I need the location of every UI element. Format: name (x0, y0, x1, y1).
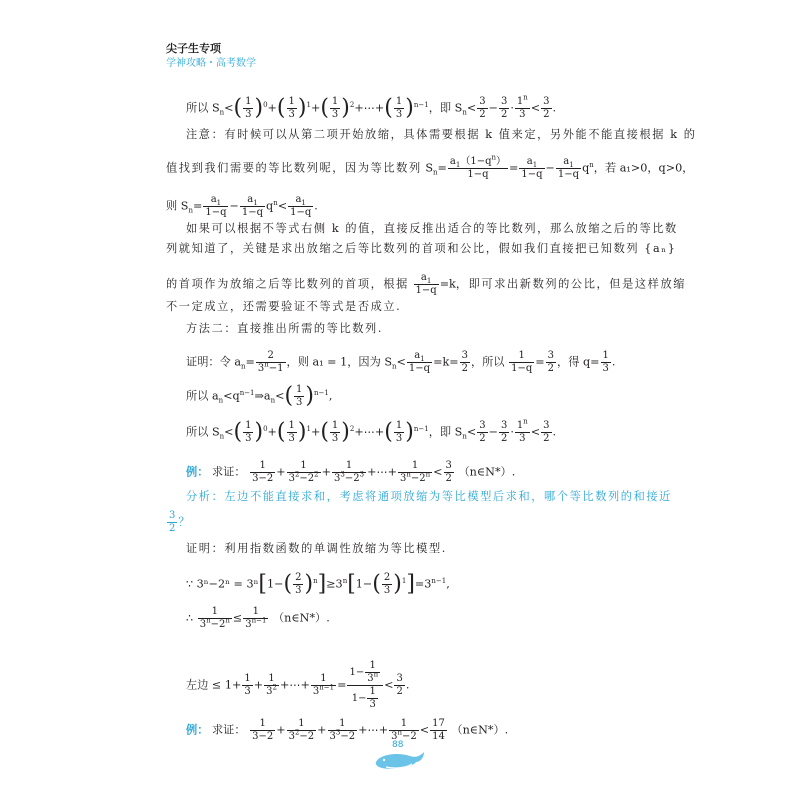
proof-line-1: 证明：令 $a_n=$ $\frac{2}{3^n-1}$ ，则 a₁ = 1，因为 $S_n<$ $\frac{a_1}{1-q}$ =k= $\frac{3}{2}$ ，所以 $\frac{1}{1-q}$ = $\frac{3}{2}$ ，得 q= $\frac{1}{3}$ . (186, 350, 616, 374)
note-line-2: 值找到我们需要的等比数列呢，因为等比数列 $S_n=$ $\frac{a_1(1-q^n)}{1-q}$ = $\frac{a_1}{1-q}$ − $\frac{a_1}{1-q}$ $q^n$，若 a₁>0，q>0， (166, 153, 694, 180)
whale-icon (372, 746, 428, 772)
para-line-4: 不一定成立，还需要验证不等式是否成立. (166, 300, 402, 313)
header-subtitle: 学神攻略・高考数学 (166, 58, 256, 69)
para-line-3: 的首项作为放缩之后等比数列的首项，根据 $\frac{a_1}{1-q}$ =k，即可求出新数列的公比，但是这样放缩 (166, 272, 687, 296)
method-two: 方法二：直接推出所需的等比数列. (186, 322, 383, 335)
header-title: 尖子生专项 (166, 42, 221, 55)
example-2: 例： 求证： $\frac{1}{3-2}$ + $\frac{1}{3^2-2}$ + $\frac{1}{3^3-2}$ +⋯+ $\frac{1}{3^n-2}$ < $\frac{17}{14}$ （n∈N*）. (186, 718, 509, 742)
so-line-2: 所以 $S_n<$( $\frac{1}{3}$ )$^0$+( $\frac{1}{3}$ )$^1$+( $\frac{1}{3}$ )$^2$+⋯+( $\frac{1}{3}$ )$^{n-1}$，即 $S_n<$ $\frac{3}{2}$ − $\frac{3}{2}$ · $\frac{1^n}{3}$ < $\frac{3}{2}$ . (186, 417, 557, 445)
example-1: 例： 求证： $\frac{1}{3-2}$ + $\frac{1}{3^2-2^2}$ + $\frac{1}{3^3-2^3}$ +⋯+ $\frac{1}{3^n-2^n}$ < $\frac{3}{2}$ （n∈N*）. (186, 460, 516, 484)
sum-line-1: 所以 $S_n<$( $\frac{1}{3}$ )$^0$+( $\frac{1}{3}$ )$^1$+( $\frac{1}{3}$ )$^2$+⋯+( $\frac{1}{3}$ )$^{n-1}$，即 $S_n<$ $\frac{3}{2}$ − $\frac{3}{2}$ · $\frac{1^n}{3}$ < $\frac{3}{2}$ . (186, 93, 557, 121)
analysis-line-2: $\frac{3}{2}$ ？ (169, 510, 190, 534)
proof-two: 证明：利用指数函数的单调性放缩为等比模型. (186, 542, 447, 555)
para-line-2: 列就知道了，关键是求出放缩之后等比数列的首项和公比，假如我们直接把已知数列 {aₙ} (166, 242, 677, 255)
page-number: 88 (392, 740, 404, 750)
note-line-1: 注意：有时候可以从第二项开始放缩，具体需要根据 k 值来定，另外能不能直接根据 k 的 (186, 128, 697, 141)
since-line: ∵ 3ⁿ−2ⁿ = 3ⁿ[1−( $\frac{2}{3}$ )$^n]\ge 3^n[1-$( $\frac{2}{3}$ )$^1]=3^{n-1}$, (186, 571, 450, 597)
para-line-1: 如果可以根据不等式右侧 k 的值，直接反推出适合的等比数列，那么放缩之后的等比数 (186, 222, 678, 235)
so-line-1: 所以 $a_n<q^{n-1}\Rightarrow a_n<$( $\frac{1}{3}$ )$^{n-1}$, (186, 383, 333, 409)
therefore-line: ∴ $\frac{1}{3^n-2^n}$ ≤ $\frac{1}{3^{n-1}}$ （n∈N*）. (186, 606, 330, 630)
analysis-line-1: 分析：左边不能直接求和，考虑将通项放缩为等比模型后求和，哪个等比数列的和接近 (186, 490, 672, 503)
left-side-line: 左边 ≤ 1+ $\frac{1}{3}$ + $\frac{1}{3^2}$ +⋯+ $\frac{1}{3^{n-1}}$ = 1− $\frac{1}{3^n}$ 1− $\frac{1}{3}$ < $\frac{3}{2}$ . (186, 660, 410, 710)
note-line-3: 则 $S_n=$ $\frac{a_1}{1-q}$ − $\frac{a_1}{1-q}$ $q^n<$ $\frac{a_1}{1-q}$ . (166, 194, 318, 218)
